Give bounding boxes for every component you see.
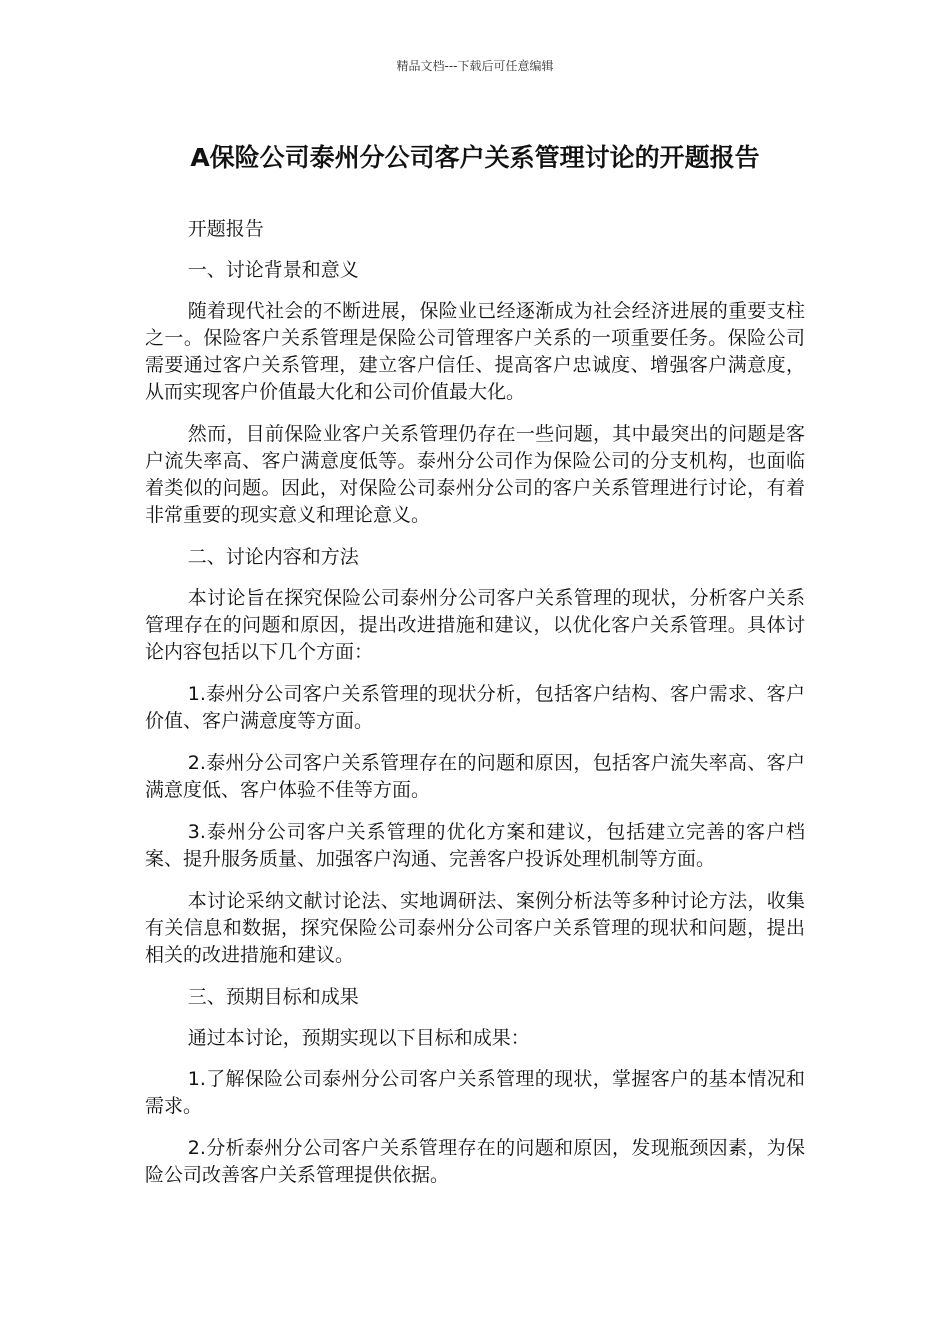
page-header: 精品文档---下载后可任意编辑 [396, 59, 554, 73]
section-label-report: 开题报告 [187, 218, 264, 240]
document-title: A保险公司泰州分公司客户关系管理讨论的开题报告 [190, 143, 760, 172]
paragraph-content-intro: 本讨论旨在探究保险公司泰州分公司客户关系管理的现状，分析客户关系管理存在的问题和原因，提出改进措施和建议，以优化客户关系管理。具体讨论内容包括以下几个方面： [145, 587, 805, 663]
list-item-goal-2: 2.分析泰州分公司客户关系管理存在的问题和原因，发现瓶颈因素，为保险公司改善客户关系管理提供依据。 [145, 1137, 805, 1186]
section-heading-goals: 三、预期目标和成果 [187, 986, 359, 1008]
paragraph-goals-intro: 通过本讨论，预期实现以下目标和成果： [187, 1027, 530, 1049]
document-body [145, 216, 805, 1204]
paragraph-method: 本讨论采纳文献讨论法、实地调研法、案例分析法等多种讨论方法，收集有关信息和数据，探究保险公司泰州分公司客户关系管理的现状和问题，提出相关的改进措施和建议。 [145, 890, 805, 966]
section-heading-content-method: 二、讨论内容和方法 [187, 546, 359, 568]
list-item-content-3: 3.泰州分公司客户关系管理的优化方案和建议，包括建立完善的客户档案、提升服务质量、加强客户沟通、完善客户投诉处理机制等方面。 [145, 821, 805, 870]
paragraph-background-1: 随着现代社会的不断进展，保险业已经逐渐成为社会经济进展的重要支柱之一。保险客户关系管理是保险公司管理客户关系的一项重要任务。保险公司需要通过客户关系管理，建立客户信任、提高客户忠诚度、增强客户满意度，从而实现客户价值最大化和公司价值最大化。 [145, 300, 805, 403]
paragraph-background-2: 然而，目前保险业客户关系管理仍存在一些问题，其中最突出的问题是客户流失率高、客户满意度低等。泰州分公司作为保险公司的分支机构，也面临着类似的问题。因此，对保险公司泰州分公司的客户关系管理进行讨论，有着非常重要的现实意义和理论意义。 [145, 423, 805, 526]
section-heading-background: 一、讨论背景和意义 [187, 259, 359, 281]
list-item-goal-1: 1.了解保险公司泰州分公司客户关系管理的现状，掌握客户的基本情况和需求。 [145, 1068, 805, 1117]
list-item-content-2: 2.泰州分公司客户关系管理存在的问题和原因，包括客户流失率高、客户满意度低、客户体验不佳等方面。 [145, 752, 805, 801]
list-item-content-1: 1.泰州分公司客户关系管理的现状分析，包括客户结构、客户需求、客户价值、客户满意度等方面。 [145, 683, 805, 732]
